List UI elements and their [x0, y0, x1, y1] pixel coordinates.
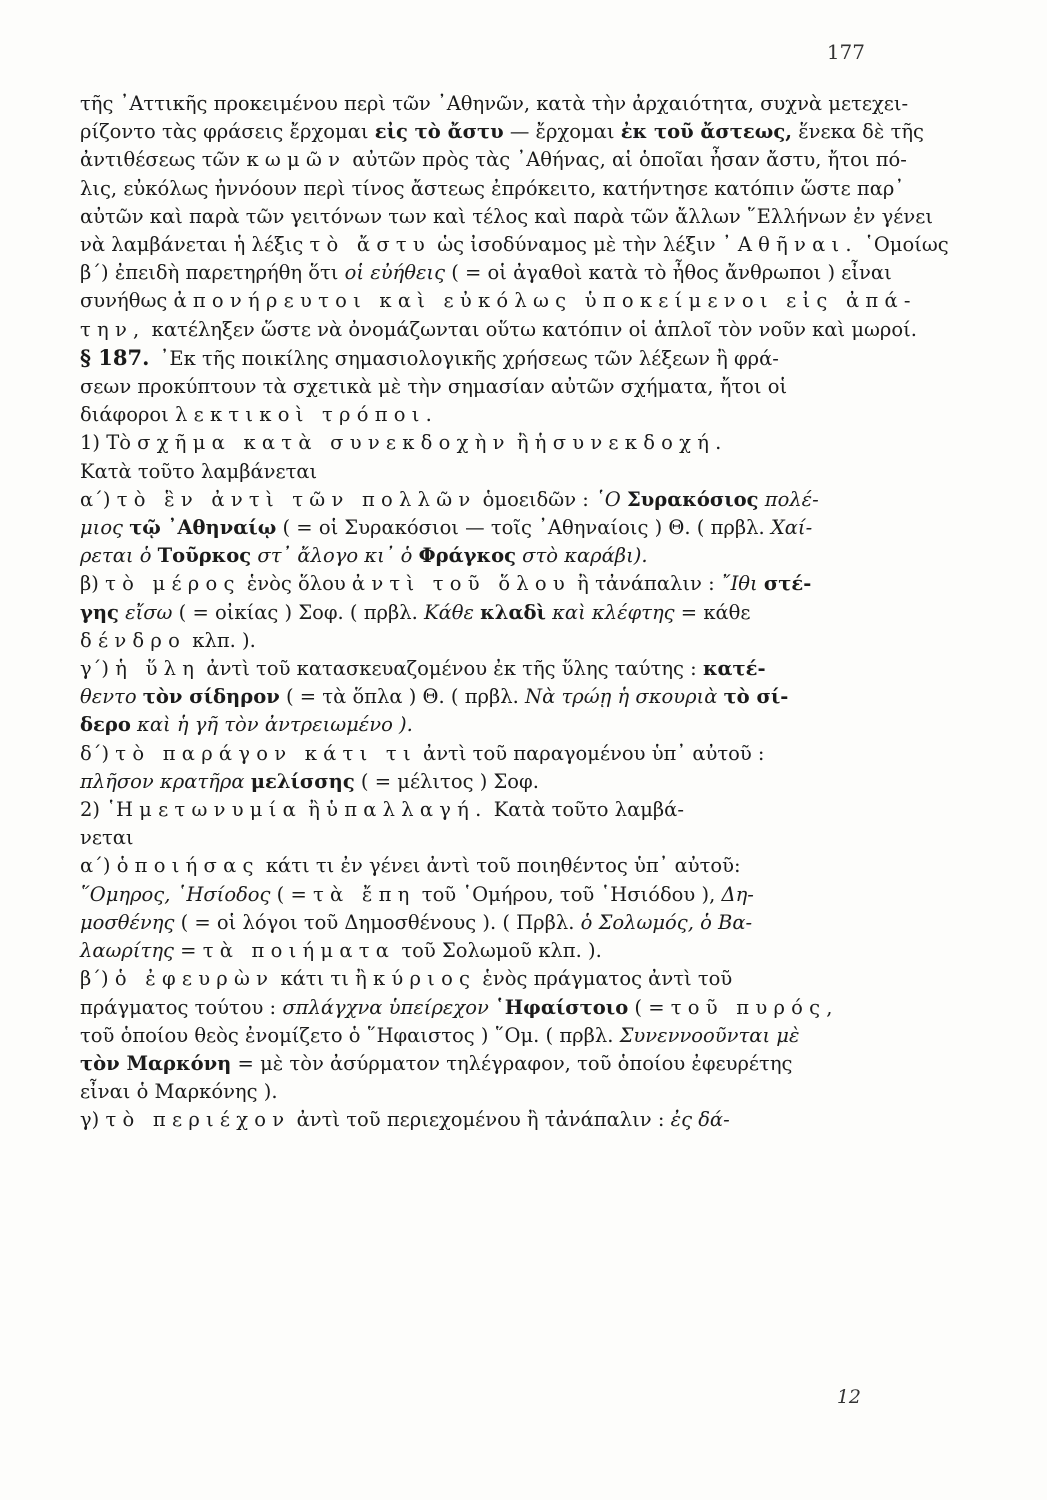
- text-run: νεται: [80, 826, 134, 850]
- text-run: καὶ ἡ γῆ τὸν ἀντρειωμένο ).: [130, 713, 413, 737]
- text-run: ῾Ο: [595, 487, 627, 511]
- text-run: ἑνὸς ὅλου: [240, 572, 352, 596]
- text-run: δερο: [80, 713, 131, 737]
- text-run: δ΄): [80, 741, 116, 765]
- text-run: Δη-: [721, 882, 754, 906]
- text-run: ἀντὶ τοῦ κατασκευαζομένου ἐκ τῆς ὕλης ταύτης :: [200, 657, 703, 681]
- page-body: [80, 90, 949, 1135]
- text-line: [80, 881, 880, 909]
- text-run: δένδρο: [80, 628, 187, 652]
- text-run: ᾿Εκ τῆς ποικίλης σημασιολογικῆς χρήσεως τῶν λέξεων ἢ φρά-: [153, 346, 779, 370]
- text-line: [80, 344, 880, 373]
- text-run: Συρακόσιος: [626, 487, 759, 511]
- text-run: ( = οἱ ἀγαθοὶ κατὰ τὸ ἦθος ἄνθρωποι ) εἶναι: [445, 261, 892, 285]
- text-line: [80, 711, 880, 739]
- text-run: Συνεννοοῦνται μὲ: [619, 1023, 800, 1047]
- page-number: 177: [826, 40, 865, 64]
- text-run: την,: [80, 317, 146, 341]
- text-line: [80, 909, 880, 937]
- text-run: συνεκδοχή.: [552, 431, 728, 455]
- text-line: [80, 486, 880, 514]
- text-run: πλῆσον κρατῆρα: [80, 769, 251, 793]
- text-run: τὸ ἄστυ: [309, 233, 431, 257]
- text-run: μελίσσης: [250, 769, 355, 793]
- text-run: κάτι τι ἐν γένει ἀντὶ τοῦ ποιηθέντος ὑπ᾿ αὐτοῦ:: [259, 854, 741, 878]
- text-line: [80, 937, 880, 965]
- text-run: τὰ ἔπη: [313, 882, 416, 906]
- text-run: τοῦ ὁποίου θεὸς ἐνομίζετο ὁ ῞Ηφαιστος ) ῞Ομ. ( πρβλ.: [80, 1023, 620, 1047]
- text-line: [80, 203, 933, 231]
- text-run: ( = οἱ λόγοι τοῦ Δημοσθένους ). ( Πρβλ.: [174, 910, 581, 934]
- text-run: νὰ λαμβάνεται ἡ λέξις: [80, 233, 310, 257]
- text-run: β΄) ἐπειδὴ παρετηρήθη ὅτι: [80, 261, 345, 285]
- text-run: οἱ εὐήθεις: [344, 261, 445, 285]
- text-run: εἴσω: [118, 600, 173, 624]
- text-run: γ΄): [80, 657, 116, 681]
- text-run: στὸ καράβι).: [515, 544, 648, 568]
- text-line: [80, 570, 880, 598]
- text-run: στέ-: [763, 572, 812, 596]
- text-run: ποιήσας: [134, 854, 260, 878]
- text-run: μοσθένης: [80, 910, 175, 934]
- text-run: ἀντιθέσεως τῶν: [80, 148, 247, 172]
- text-run: ἐς δά-: [670, 1108, 730, 1132]
- text-run: σπλάγχνα ὑπείρεχον: [282, 995, 495, 1019]
- text-run: ἢ τἀνάπαλιν :: [570, 572, 721, 596]
- text-line: [80, 90, 909, 118]
- text-run: σεων προκύπτουν τὰ σχετικὰ μὲ τὴν σημασίαν αὐτῶν σχήματα, ἤτοι οἱ: [80, 375, 788, 399]
- text-line: [80, 824, 880, 852]
- text-run: 1) Τὸ: [80, 431, 138, 455]
- text-run: ἐκ τοῦ ἄστεως,: [620, 120, 792, 144]
- text-run: ὡς ἰσοδύναμος μὲ τὴν λέξιν: [431, 233, 722, 257]
- text-line: [80, 373, 880, 401]
- text-run: ( = μέλιτος ) Σοφ.: [354, 769, 539, 793]
- text-run: ρεται ὁ: [80, 544, 158, 568]
- text-run: ἀντὶ τοῦ παραγομένου ὑπ᾿ αὐτοῦ :: [416, 741, 765, 765]
- text-line: [80, 542, 880, 570]
- text-run: τῆς ᾿Αττικῆς προκειμένου περὶ τῶν ᾿Αθηνῶν, κατὰ τὴν ἀρχαιότητα, συχνὰ μετεχει-: [80, 92, 909, 115]
- text-run: ( = τὰ ὅπλα ) Θ. ( πρβλ.: [279, 685, 526, 709]
- text-run: εἰς τὸ ἄστυ: [374, 120, 504, 144]
- text-run: ὁ Σολωμός, ὁ Βα-: [580, 910, 753, 934]
- text-run: τὸ περιέχον: [105, 1108, 291, 1132]
- section-number: § 187.: [80, 344, 150, 370]
- text-run: θεντο: [80, 685, 143, 709]
- text-line: [80, 965, 880, 993]
- text-run: ρίζοντο τὰς φράσεις ἔρχομαι: [80, 120, 375, 144]
- text-run: ἕνεκα δὲ τῆς: [792, 120, 924, 144]
- text-line: [80, 175, 905, 203]
- text-run: ἡ ὕλη: [115, 657, 201, 681]
- text-run: — ἔρχομαι: [503, 120, 621, 144]
- text-run: μετωνυμία: [139, 798, 302, 822]
- text-run: ὑπαλλαγή.: [326, 798, 488, 822]
- text-run: β΄): [80, 967, 115, 991]
- text-line: [80, 1050, 880, 1078]
- text-run: κάτι τι ἢ: [274, 967, 373, 991]
- text-run: ῾Ηφαίστοιο: [495, 995, 629, 1019]
- printer-signature: 12: [836, 1386, 861, 1408]
- text-run: πολέ-: [758, 487, 819, 511]
- text-line: [80, 259, 892, 287]
- text-run: συνήθως: [80, 289, 174, 313]
- text-run: κλαδὶ: [480, 600, 546, 624]
- text-run: τοῦ Σολωμοῦ κλπ. ).: [395, 939, 602, 963]
- text-run: Τοῦρκος: [157, 544, 252, 568]
- text-run: γης: [80, 600, 119, 624]
- text-run: τὸ σί-: [723, 685, 789, 709]
- text-run: τὸ ἓν ἀντὶ τῶν πολλῶν: [116, 487, 477, 511]
- text-line: [80, 287, 917, 315]
- text-line: [80, 994, 880, 1022]
- text-line: [80, 401, 880, 429]
- text-run: γ): [80, 1108, 106, 1132]
- text-line: [80, 316, 917, 344]
- text-run: α΄) ὁ: [80, 854, 135, 878]
- text-line: [80, 796, 880, 824]
- text-run: λις, εὐκόλως ἠννόουν περὶ τίνος ἄστεως ἐπρόκειτο, κατήντησε κατόπιν ὥστε παρ᾿: [80, 176, 905, 200]
- text-run: ῎Ιθι: [720, 572, 764, 596]
- text-line: [80, 1106, 880, 1134]
- text-run: ᾿Αθῆναι.: [721, 233, 858, 257]
- text-run: κατέληξεν ὥστε νὰ ὀνομάζωνται οὕτω κατόπιν οἱ ἁπλοῖ τὸν νοῦν καὶ μωροί.: [145, 317, 917, 341]
- text-run: τῷ ᾿Αθηναίῳ: [129, 516, 277, 540]
- text-run: Νὰ τρώῃ ἡ σκουριὰ: [525, 685, 724, 709]
- text-run: α΄): [80, 487, 117, 511]
- text-line: [80, 1078, 880, 1106]
- text-run: ἀντὶ τοῦ ὅλου: [351, 572, 571, 596]
- text-run: αὐτῶν καὶ παρὰ τῶν γειτόνων των καὶ τέλος καὶ παρὰ τῶν ἄλλων ῞Ελλήνων ἐν γένει: [80, 204, 933, 228]
- text-run: Χαί-: [770, 516, 813, 540]
- text-run: ἢ: [302, 798, 327, 822]
- text-run: ( = οἱ Συρακόσιοι — τοῖς ᾿Αθηναίοις ) Θ. ( πρβλ.: [276, 516, 771, 540]
- text-line: [80, 599, 880, 627]
- text-run: τὸν σίδηρον: [142, 685, 280, 709]
- text-run: ( = οἰκίας ) Σοφ. ( πρβλ.: [172, 600, 425, 624]
- text-run: κωμῶν: [246, 148, 347, 172]
- text-run: Κάθε: [424, 600, 481, 624]
- text-run: ( =: [270, 882, 314, 906]
- text-run: κύριος: [372, 967, 477, 991]
- text-line: [80, 768, 880, 796]
- text-run: τὰ ποιήματα: [202, 939, 396, 963]
- text-line: [80, 1022, 880, 1050]
- text-run: κατέ-: [702, 657, 766, 681]
- text-line: [80, 740, 880, 768]
- text-run: ῾Ομοίως: [857, 233, 949, 257]
- text-run: β): [80, 572, 106, 596]
- text-run: τὸ μέρος: [105, 572, 241, 596]
- text-run: εἶναι ὁ Μαρκόνης ).: [80, 1080, 278, 1104]
- text-run: τὸ παράγον κάτι τι: [115, 741, 417, 765]
- text-run: ( =: [628, 995, 671, 1019]
- text-run: λαωρίτης: [80, 939, 174, 963]
- text-line: [80, 514, 880, 542]
- text-run: τοῦ πυρός,: [670, 995, 839, 1019]
- text-run: τοῦ ῾Ομήρου, τοῦ ῾Ησιόδου ),: [415, 882, 722, 906]
- text-run: Κατὰ τοῦτο λαμβά-: [487, 798, 684, 822]
- text-line: [80, 683, 880, 711]
- text-line: [80, 458, 880, 486]
- text-run: ῞Ομηρος, ῾Ησίοδος: [80, 882, 271, 906]
- text-run: 2) ῾Η: [80, 798, 140, 822]
- text-run: = μὲ τὸν ἀσύρματον τηλέγραφον, τοῦ ὁποίου ἐφευρέτης: [231, 1051, 793, 1075]
- text-run: πράγματος τούτου :: [80, 995, 283, 1019]
- text-line: [80, 655, 880, 683]
- text-run: =: [173, 939, 203, 963]
- text-run: ἢ ἡ: [510, 431, 553, 455]
- text-run: ἀπονήρευτοι καὶ εὐκόλως ὑποκείμενοι εἰς ἀπά-: [173, 289, 917, 313]
- text-run: = κάθε: [674, 600, 751, 624]
- text-line: [80, 852, 880, 880]
- text-line: [80, 146, 907, 174]
- text-run: λεκτικοὶ τρόποι.: [175, 403, 439, 427]
- text-run: ὁμοειδῶν :: [476, 487, 596, 511]
- text-run: τὸν Μαρκόνη: [80, 1051, 232, 1075]
- text-run: μιος: [80, 516, 130, 540]
- text-run: ἀντὶ τοῦ περιεχομένου ἢ τἀνάπαλιν :: [290, 1108, 671, 1132]
- text-run: σχῆμα κατὰ συνεκδοχὴν: [137, 431, 511, 455]
- text-line: [80, 429, 880, 457]
- text-run: διάφοροι: [80, 403, 175, 427]
- text-run: ὁ ἐφευρὼν: [114, 967, 275, 991]
- text-run: κλπ. ).: [186, 628, 256, 652]
- text-run: Φράγκος: [418, 544, 516, 568]
- text-run: αὐτῶν πρὸς τὰς ᾿Αθήνας, αἱ ὁποῖαι ἦσαν ἄστυ, ἤτοι πό-: [346, 148, 907, 172]
- text-run: Κατὰ τοῦτο λαμβάνεται: [80, 459, 318, 483]
- text-run: ἑνὸς πράγματος ἀντὶ τοῦ: [476, 967, 733, 991]
- text-run: καὶ κλέφτης: [545, 600, 675, 624]
- text-run: στ᾿ ἄλογο κι᾿ ὁ: [251, 544, 419, 568]
- text-line: [80, 118, 924, 146]
- text-line: [80, 231, 949, 259]
- text-line: [80, 627, 880, 655]
